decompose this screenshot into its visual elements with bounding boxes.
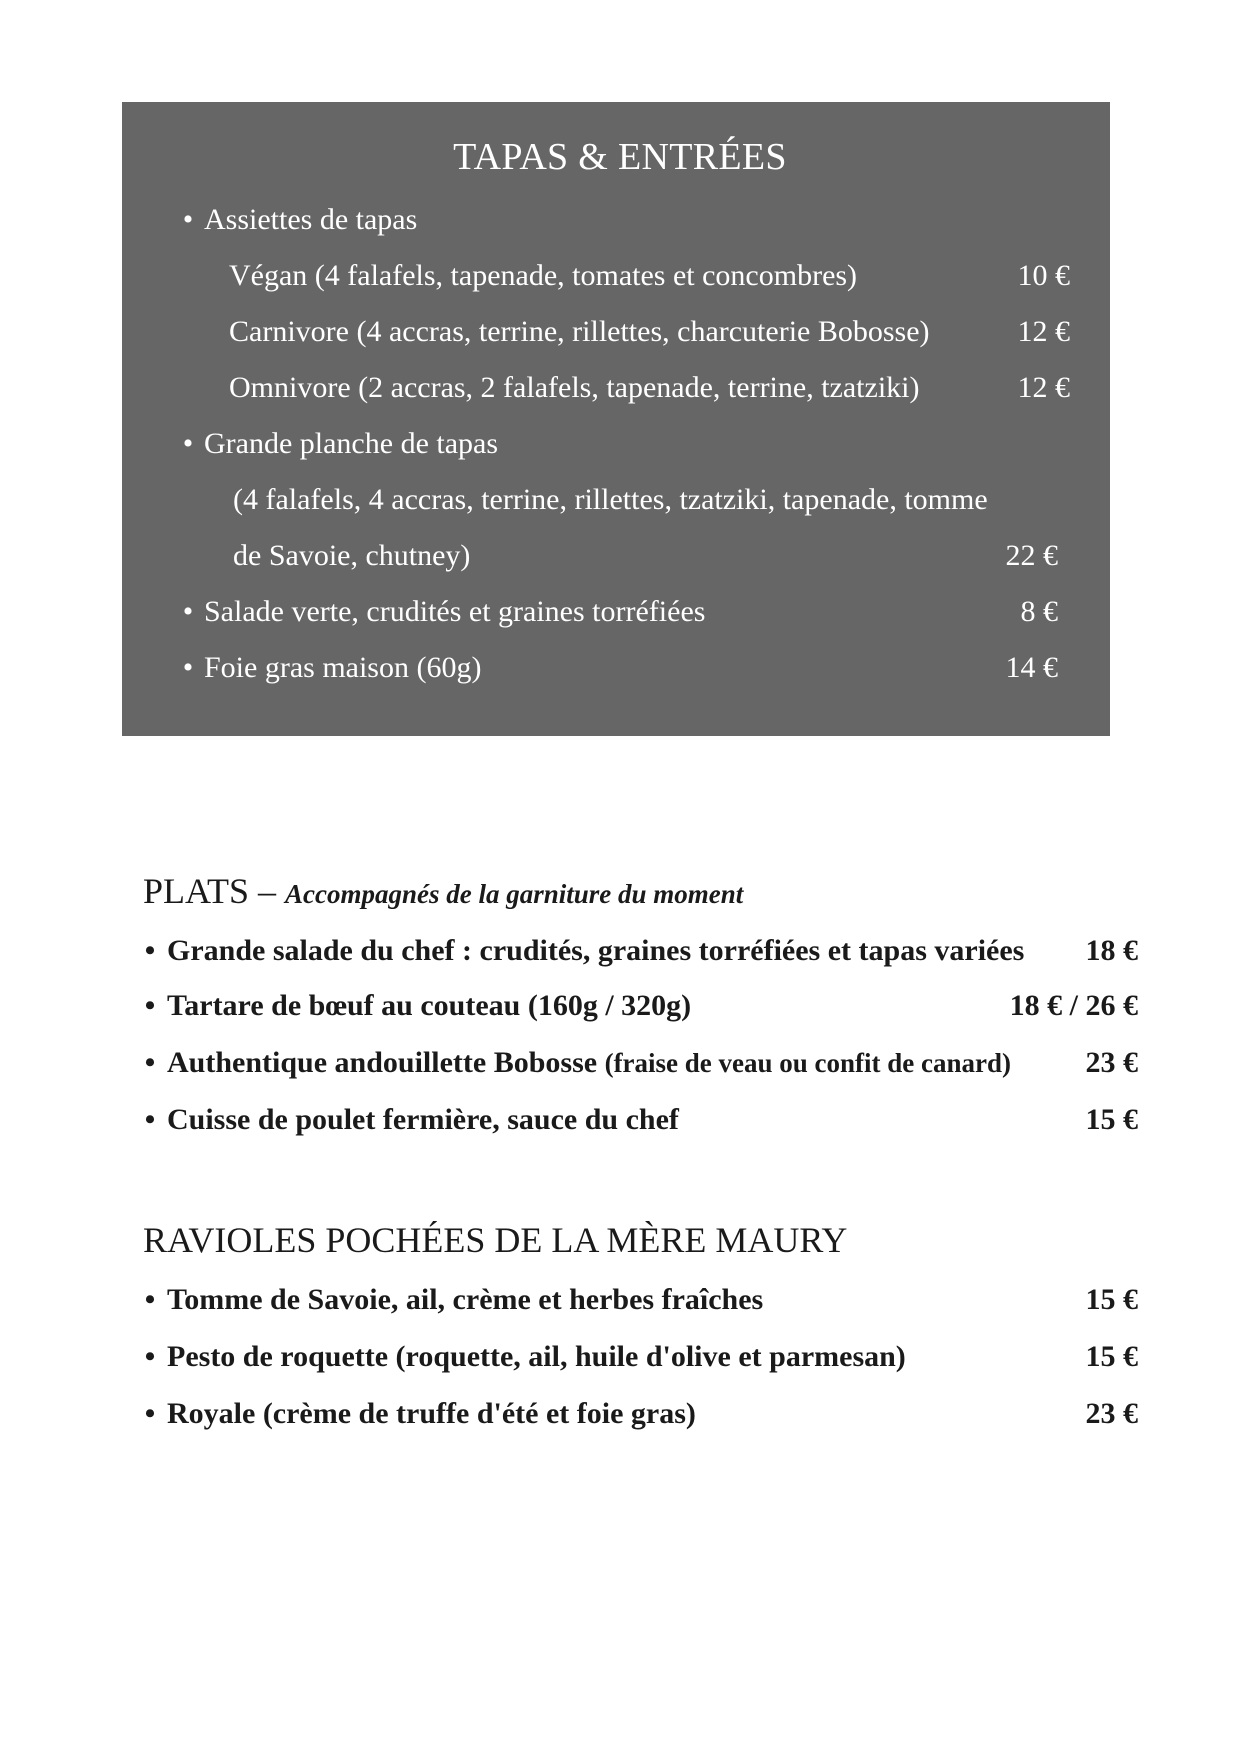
list-item-andouillette [140,1043,1138,1083]
list-item-carnivore [229,312,1070,352]
item-name: Foie gras maison (60g) [204,651,482,684]
bullet-icon: • [144,989,156,1022]
bullet-icon: • [182,427,194,460]
list-item-ravioles-tomme [140,1280,1138,1320]
list-item-vegan [229,256,1070,296]
item-name: Végan (4 falafels, tapenade, tomates et concombres) [229,259,858,292]
planche-description-line-2 [233,536,1058,576]
ravioles-section-title: RAVIOLES POCHÉES DE LA MÈRE MAURY [143,1220,848,1260]
item-name: Cuisse de poulet fermière, sauce du chef [167,1103,679,1136]
item-label: Grande planche de tapas [204,427,499,460]
bullet-icon: • [144,1283,156,1316]
item-description: de Savoie, chutney) [233,539,471,572]
list-item-ravioles-royale [140,1394,1138,1434]
plats-dash: – [249,871,286,911]
bullet-icon: • [144,934,156,967]
item-label: Assiettes de tapas [204,203,418,236]
bullet-icon: • [144,1046,156,1079]
item-price: 23 € [1085,1046,1138,1079]
item-name: Carnivore (4 accras, terrine, rillettes, charcuterie Bobosse) [229,315,930,348]
list-item-poulet [140,1100,1138,1140]
item-price: 23 € [1085,1397,1138,1430]
plats-section-title [143,869,743,916]
item-price: 18 € [1085,934,1138,967]
plats-title: PLATS [143,871,250,911]
item-price: 18 € / 26 € [1009,989,1138,1022]
list-item-salade [178,592,1058,632]
item-price: 12 € [1017,315,1070,348]
item-price: 15 € [1085,1340,1138,1373]
list-item-grande-salade [140,931,1138,971]
item-price: 12 € [1017,371,1070,404]
item-price: 14 € [1005,651,1058,684]
planche-description-line-1 [233,480,1073,520]
item-name: Tomme de Savoie, ail, crème et herbes fraîches [167,1283,764,1316]
tapas-section-title: TAPAS & ENTRÉES [453,136,787,178]
list-item-ravioles-pesto [140,1337,1138,1377]
bullet-icon: • [144,1340,156,1373]
list-item-omnivore [229,368,1070,408]
item-name: Salade verte, crudités et graines torréfiées [204,595,706,628]
item-detail: (fraise de veau ou confit de canard) [604,1048,1012,1078]
item-name: Royale (crème de truffe d'été et foie gras) [167,1397,696,1430]
bullet-icon: • [182,651,194,684]
plats-subtitle: Accompagnés de la garniture du moment [285,879,744,909]
item-name: Omnivore (2 accras, 2 falafels, tapenade, terrine, tzatziki) [229,371,920,404]
item-name: Tartare de bœuf au couteau (160g / 320g) [167,989,692,1022]
list-item-tartare [140,986,1138,1026]
bullet-icon: • [182,203,194,236]
item-name: Pesto de roquette (roquette, ail, huile d'olive et parmesan) [167,1340,906,1373]
item-price: 10 € [1017,259,1070,292]
tapas-section-box [122,102,1110,736]
item-price: 8 € [1020,595,1058,628]
list-item-grande-planche [178,424,1078,464]
bullet-icon: • [144,1397,156,1430]
bullet-icon: • [182,595,194,628]
item-price: 22 € [1005,539,1058,572]
item-name: Authentique andouillette Bobosse [167,1046,598,1079]
item-price: 15 € [1085,1283,1138,1316]
bullet-icon: • [144,1103,156,1136]
list-item-foie-gras [178,648,1058,688]
item-price: 15 € [1085,1103,1138,1136]
item-name: Grande salade du chef : crudités, graines torréfiées et tapas variées [167,934,1025,967]
list-item-assiettes [178,200,1078,240]
item-description: (4 falafels, 4 accras, terrine, rillettes, tzatziki, tapenade, tomme [233,483,988,516]
